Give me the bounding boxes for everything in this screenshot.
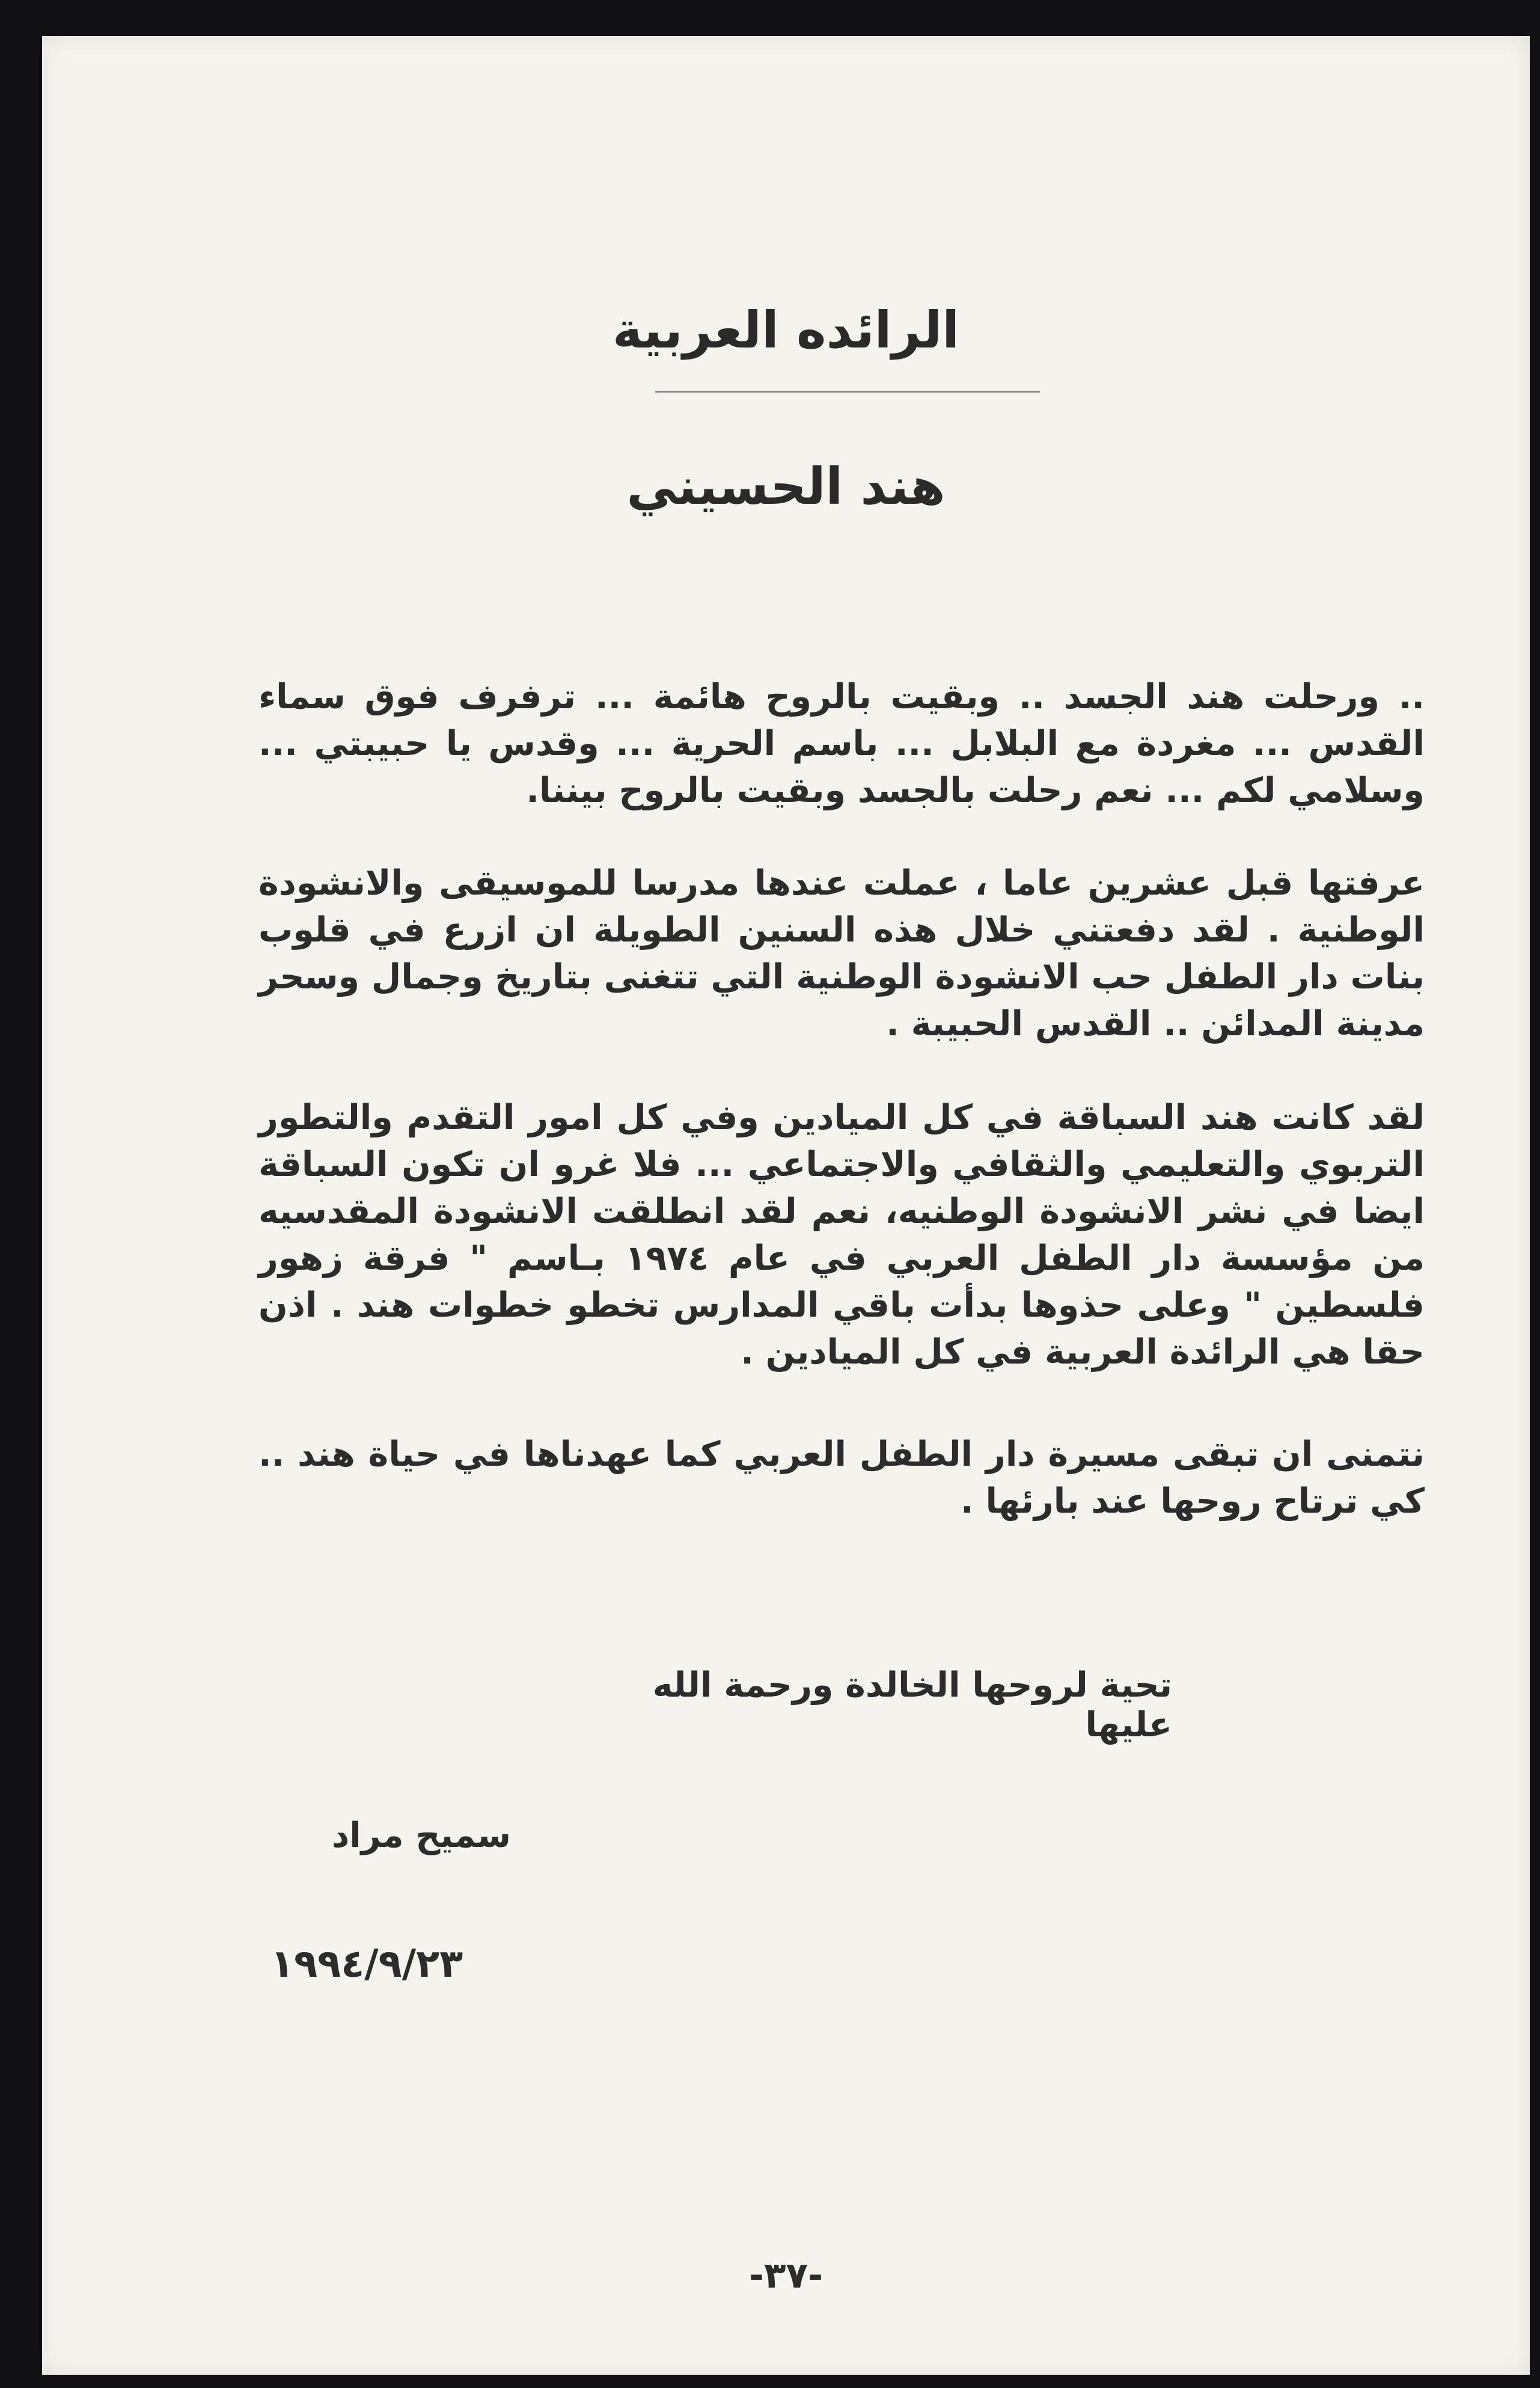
paragraph-3: لقد كانت هند السباقة في كل الميادين وفي كل امور التقدم والتطور التربوي والتعليمي والثقافي والاجتماعي ... فلا غرو ان تكون السباقة ايضا في نشر الانشودة الوطنيه، نعم لقد انطلقت الانشودة المقدسيه من مؤسسة دار الطفل العربي في عام ١٩٧٤ بـاسم " فرقة زهور فلسطين " وعلى حذوها بدأت باقي المدارس تخطو خطوات هند . اذن حقا هي الرائدة العربية في كل الميادين . [258,1098,1425,1372]
document-date: ١٩٩٤/٩/٢٣ [270,1942,463,1986]
title-underline [655,391,1040,393]
author-signature: سميح مراد [332,1816,511,1855]
document-title: الرائده العربية [612,301,960,360]
document-page [42,36,1530,2375]
document-subtitle: هند الحسيني [626,457,946,516]
closing-line: تحية لروحها الخالدة ورحمة الله عليها [652,1665,1172,1745]
paragraph-2: عرفتها قبل عشرين عاما ، عملت عندها مدرسا للموسيقى والانشودة الوطنية . لقد دفعتني خلال هذه السنين الطويلة ان ازرع في قلوب بنات دار الطفل حب الانشودة الوطنية التي تتغنى بتاريخ وجمال وسحر مدينة المدائن .. القدس الحبيبة . [258,863,1425,1044]
paragraph-1: .. ورحلت هند الجسد .. وبقيت بالروح هائمة ... ترفرف فوق سماء القدس ... مغردة مع البلابل ... باسم الحرية ... وقدس يا حبيبتي ... وسلامي لكم ... نعم رحلت بالجسد وبقيت بالروح بيننا. [258,677,1425,810]
paragraph-4: نتمنى ان تبقى مسيرة دار الطفل العربي كما عهدناها في حياة هند .. كي ترتاح روحها عند بارئها . [258,1434,1425,1521]
page-number: -٣٧- [748,2255,823,2297]
